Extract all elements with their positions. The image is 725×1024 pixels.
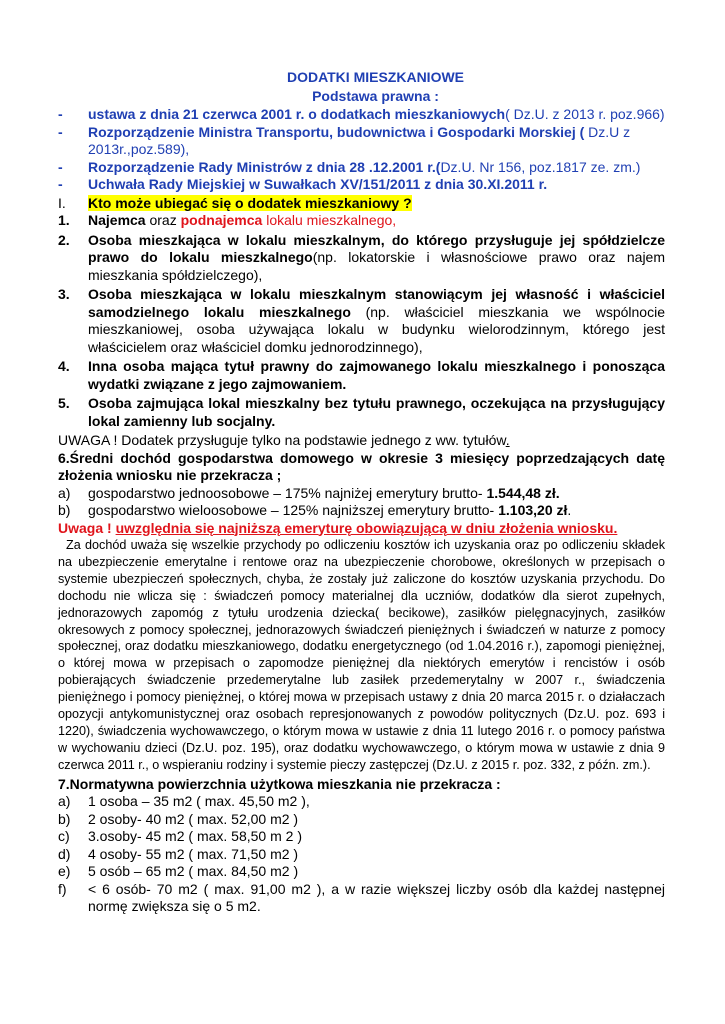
section-eligibility xyxy=(58,195,665,450)
section-heading: I. Kto może ubiegać się o dodatek mieszkaniowy ? xyxy=(58,194,412,211)
floor-area-item: d) 4 osoby- 55 m2 ( max. 71,50 m2 ) xyxy=(58,845,299,862)
floor-area-item: a) 1 osoba – 35 m2 ( max. 45,50 m2 ), xyxy=(58,793,310,810)
income-warning: Uwaga ! uwzględnia się najniższą emeryturę obowiązującą w dniu złożenia wniosku. xyxy=(58,519,618,536)
eligibility-item: 5. Osoba zajmująca lokal mieszkalny bez tytułu prawnego, oczekująca na przysługujący lokal zamienny lub socjalny. xyxy=(58,395,665,429)
eligibility-item: 2. Osoba mieszkająca w lokalu mieszkalnym, do którego przysługuje jej spółdzielcze prawo do lokalu mieszkalnego(np. lokatorskie i własnościowe prawo oraz najem mieszkania spółdzielczego), xyxy=(58,231,665,283)
legal-basis-heading: Podstawa prawna : xyxy=(312,88,439,104)
eligibility-item: 3. Osoba mieszkająca w lokalu mieszkalnym stanowiącym jej własność i właściciel samodzielnego lokalu mieszkalnego (np. właściciel mieszkania we wspólnocie mieszkaniowej, osoba używająca lokalu w budynku wielorodzinnym, którego jest właścicielem oraz właściciel domku jednorodzinnego), xyxy=(58,286,665,355)
floor-area-item: c) 3.osoby- 45 m2 ( max. 58,50 m 2 ) xyxy=(58,828,302,845)
eligibility-note: UWAGA ! Dodatek przysługuje tylko na podstawie jednego z ww. tytułów. xyxy=(58,432,510,448)
legal-basis-list xyxy=(58,106,665,194)
legal-basis-item: - Rozporządzenie Ministra Transportu, budownictwa i Gospodarki Morskiej ( Dz.U z 2013r.,poz.589), xyxy=(58,123,631,157)
income-heading: 6.Średni dochód gospodarstwa domowego w okresie 3 miesięcy poprzedzających datę złożenia wniosku nie przekracza ; xyxy=(58,449,665,483)
floor-area-item: e) 5 osób – 65 m2 ( max. 84,50 m2 ) xyxy=(58,863,299,880)
income-item: a) gospodarstwo jednoosobowe – 175% najniżej emerytury brutto- 1.544,48 zł. xyxy=(58,484,560,501)
legal-basis-item: - Uchwała Rady Miejskiej w Suwałkach XV/151/2011 z dnia 30.XI.2011 r. xyxy=(58,176,548,192)
section-income xyxy=(58,450,665,774)
legal-basis-item: - Rozporządzenie Rady Ministrów z dnia 28 .12.2001 r.(Dz.U. Nr 156, poz.1817 ze. zm.) xyxy=(58,158,641,175)
legal-basis-item: - ustawa z dnia 21 czerwca 2001 r. o dodatkach mieszkaniowych( Dz.U. z 2013 r. poz.966) xyxy=(58,106,665,122)
eligibility-item: 1. Najemca oraz podnajemca lokalu mieszkalnego, xyxy=(58,212,397,228)
document-title: DODATKI MIESZKANIOWE xyxy=(286,69,465,85)
income-item: b) gospodarstwo wieloosobowe – 125% najniższej emerytury brutto- 1.103,20 zł. xyxy=(58,502,572,518)
eligibility-item: 4. Inna osoba mająca tytuł prawny do zajmowanego lokalu mieszkalnego i ponosząca wydatki związane z jego zajmowaniem. xyxy=(58,358,665,392)
section-floor-area xyxy=(58,776,665,916)
floor-area-item: f) < 6 osób- 70 m2 ( max. 91,00 m2 ), a w razie większej liczby osób dla każdej następnej normę zwiększa się o 5 m2. xyxy=(58,880,665,915)
income-definition-paragraph: Za dochód uważa się wszelkie przychody po odliczeniu kosztów ich uzyskania oraz po odliczeniu składek na ubezpieczenie emerytalne i rentowe oraz na ubezpieczenie chorobowe, określonych w przepisach o systemie ubezpieczeń społecznych, chyba, że zostały już zaliczone do kosztów uzyskania przychodu. Do dochodu nie wlicza się : świadczeń pomocy materialnej dla uczniów, dodatków dla sierot zupełnych, jednorazowych zapomóg z tytułu urodzenia dziecka( becikowe), zasiłków pielęgnacyjnych, zasiłków okresowych z pomocy społecznej, jednorazowych świadczeń pieniężnych i świadczeń w naturze z pomocy społecznej, oraz dodatku mieszkaniowego, dodatku energetycznego (od 1.04.2016 r.), zapomogi pieniężnej, o której mowa w przepisach o zapomodze pieniężnej dla niektórych emerytów i rencistów i osób pobierających świadczenie przedemerytalne lub zasiłek przedemerytalny w 2007 r., świadczenia pieniężnego i pomocy pieniężnej, o której mowa w przepisach ustawy z dnia 20 marca 2015 r. o działaczach opozycji antykomunistycznej oraz osobach represjonowanych z powodów politycznych (Dz.U. poz. 693 i 1220), świadczenia wychowawczego, o którym mowa w ustawie z dnia 11 lutego 2016 r. o pomocy państwa w wychowaniu dzieci (Dz.U. poz. 195), oraz dodatku wychowawczego, o którym mowa w ustawie z dnia 9 czerwca 2011 r., o wspieraniu rodziny i systemie pieczy zastępczej (Dz.U. z 2015 r. poz. 332, z późn. zm.). xyxy=(58,538,665,772)
floor-area-heading: 7.Normatywna powierzchnia użytkowa mieszkania nie przekracza : xyxy=(58,775,501,792)
floor-area-item: b) 2 osoby- 40 m2 ( max. 52,00 m2 ) xyxy=(58,810,299,827)
